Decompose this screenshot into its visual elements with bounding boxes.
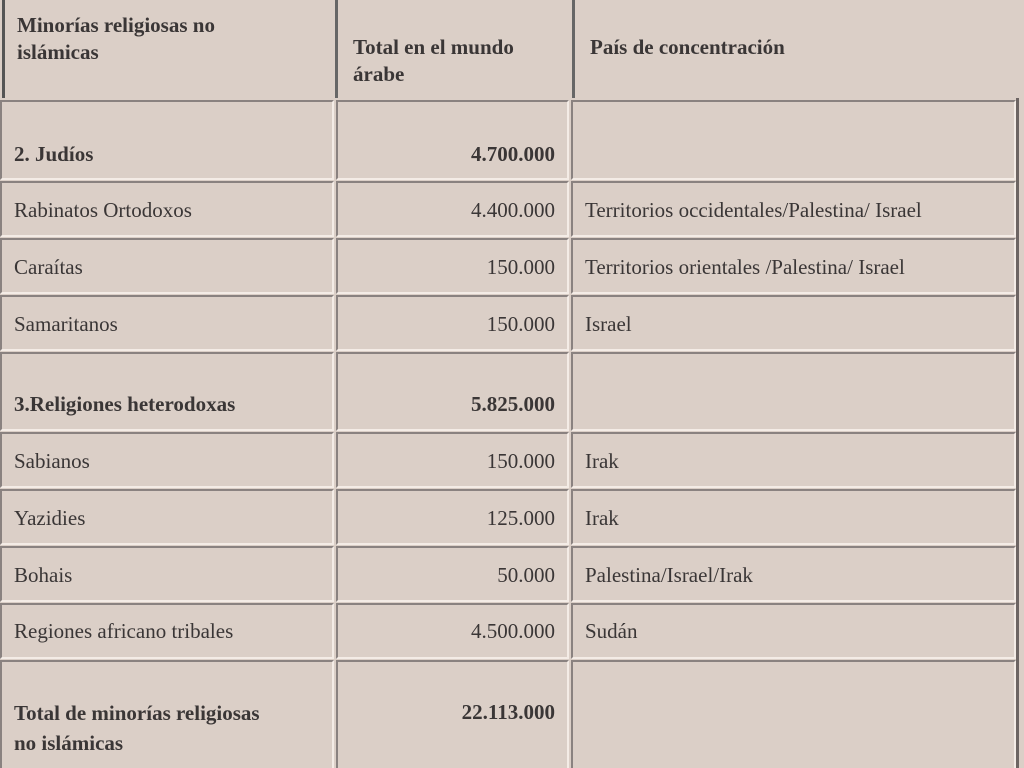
religion-total: 125.000 [486,506,555,530]
table-cell-total [336,352,569,431]
table-cell-country [571,546,1016,602]
table-cell-total [336,295,569,351]
table-cell-country [571,489,1016,545]
religion-name: Samaritanos [14,312,118,336]
header-line: Minorías religiosas no [17,13,215,37]
table-cell-total [336,603,569,659]
religion-total: 150.000 [486,312,555,336]
table-cell-country [571,660,1016,768]
religion-total: 150.000 [486,255,555,279]
table-row [0,489,334,545]
table-row [0,546,334,602]
table-cell-total [336,181,569,237]
table-cell-country [571,181,1016,237]
table-right-border [1016,98,1019,768]
religion-name: Bohais [14,563,73,587]
category-total: 5.825.000 [471,392,555,416]
header-religious-minorities [2,0,338,98]
religion-total: 4.400.000 [471,198,555,222]
table-row-category [0,352,334,431]
header-line: Total en el mundo [353,35,514,59]
table-cell-country [571,295,1016,351]
table-cell-total [336,238,569,294]
religion-name: Sabianos [14,449,90,473]
category-total: 4.700.000 [471,142,555,166]
table-cell-country [571,432,1016,488]
table-cell-total [336,546,569,602]
country-text: Irak [585,449,619,473]
header-line: islámicas [17,40,99,64]
table-row [0,603,334,659]
religion-name: Yazidies [14,506,86,530]
country-text: Territorios orientales /Palestina/ Israel [585,255,905,279]
country-text: Territorios occidentales/Palestina/ Israel [585,198,922,222]
category-name: 2. Judíos [14,142,94,166]
country-text: Israel [585,312,632,336]
table-row-category [0,100,334,180]
header-concentration-country [576,0,1024,98]
category-name: 3.Religiones heterodoxas [14,392,236,416]
country-text: Palestina/Israel/Irak [585,563,753,587]
table-cell-country [571,100,1016,180]
total-label-line: no islámicas [14,731,124,755]
header-line: árabe [353,62,405,86]
total-label [14,698,260,758]
table-row-total [0,660,334,768]
table-cell-total [336,489,569,545]
table-cell-country [571,352,1016,431]
religion-name: Caraítas [14,255,83,279]
religion-name: Rabinatos Ortodoxos [14,198,192,222]
table-cell-total [336,432,569,488]
table-row [0,295,334,351]
religion-total: 150.000 [486,449,555,473]
table-cell-total [336,660,569,768]
country-text: Irak [585,506,619,530]
table-cell-country [571,238,1016,294]
table-cell-total [336,100,569,180]
header-line: País de concentración [590,35,785,59]
header-total-arab-world [339,0,575,98]
religion-total: 50.000 [497,563,555,587]
religion-name: Regiones africano tribales [14,619,234,643]
table-row [0,238,334,294]
table-row [0,181,334,237]
country-text: Sudán [585,619,638,643]
table-cell-country [571,603,1016,659]
grand-total: 22.113.000 [461,700,555,724]
table-row [0,432,334,488]
total-label-line: Total de minorías religiosas [14,701,260,725]
religion-total: 4.500.000 [471,619,555,643]
